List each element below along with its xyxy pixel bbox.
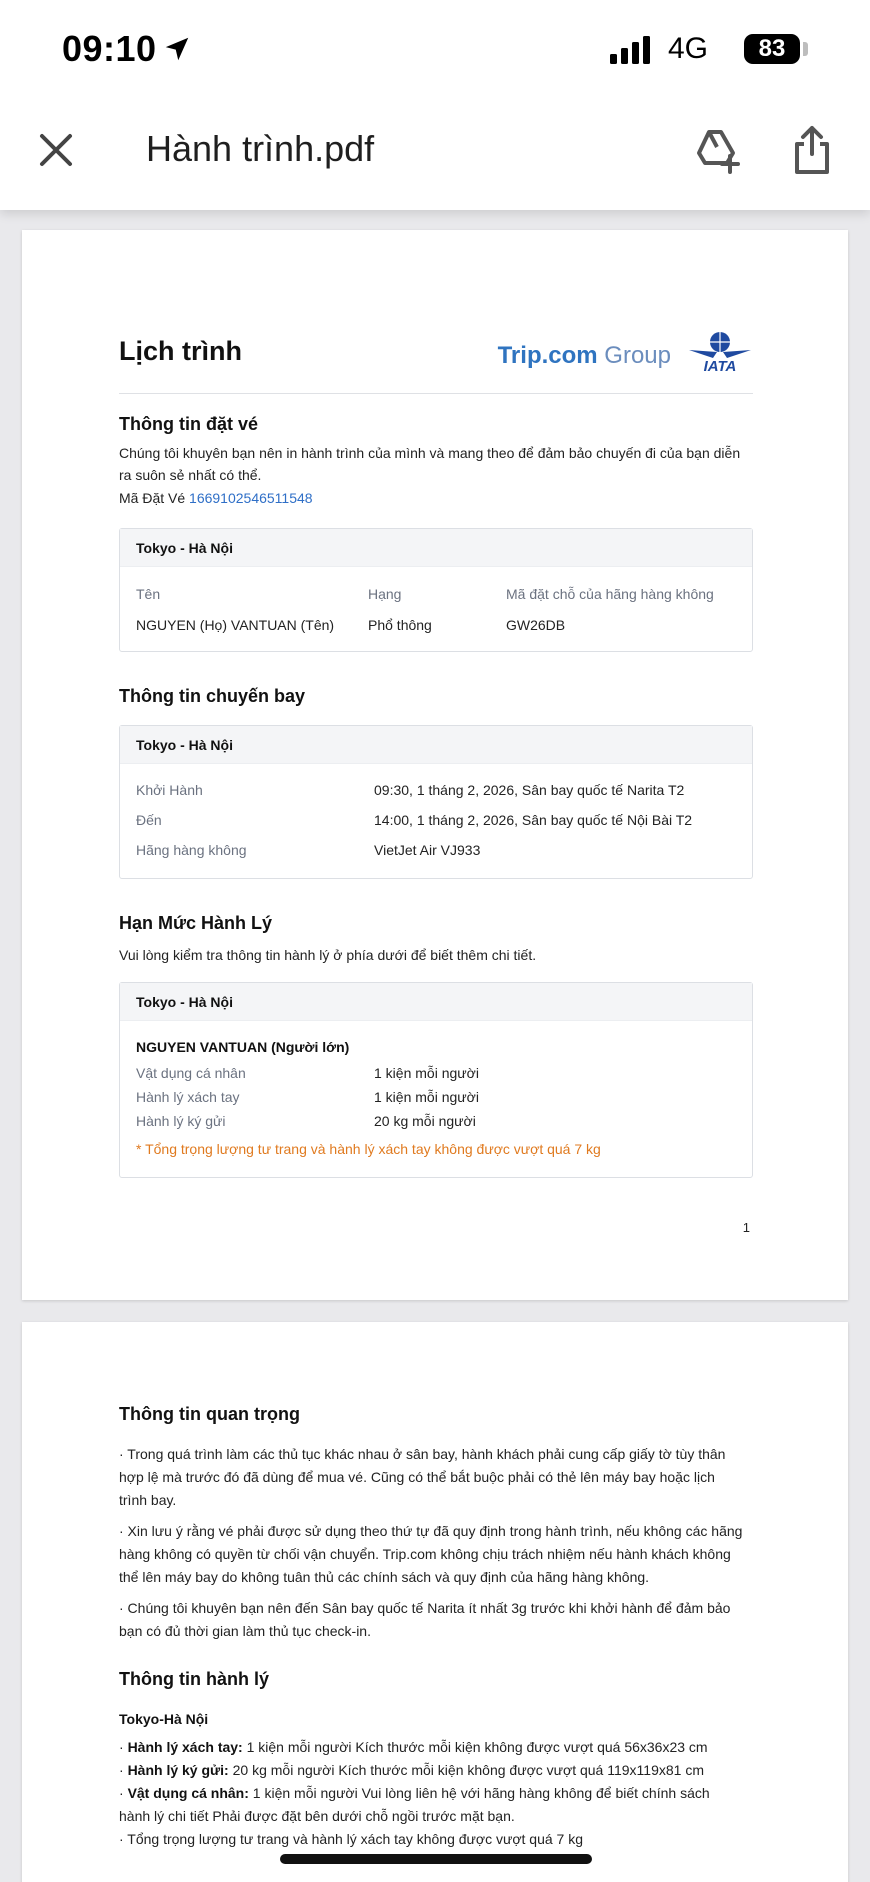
baggage-allowance-subtitle: Vui lòng kiểm tra thông tin hành lý ở phía dưới để biết thêm chi tiết. xyxy=(119,947,537,963)
name-value: NGUYEN (Họ) VANTUAN (Tên) xyxy=(136,617,335,633)
add-to-drive-icon[interactable] xyxy=(692,126,740,174)
booking-card xyxy=(119,528,753,652)
baggage-card-route: Tokyo - Hà Nội xyxy=(120,983,752,1021)
name-label: Tên xyxy=(136,586,161,602)
home-indicator[interactable] xyxy=(280,1854,592,1864)
pdf-page-2 xyxy=(22,1322,848,1882)
pnr-label: Mã đặt chỗ của hãng hàng không xyxy=(506,586,714,602)
document-title: Hành trình.pdf xyxy=(146,128,375,169)
pnr-value: GW26DB xyxy=(506,617,566,633)
personal-item-value: 1 kiện mỗi người xyxy=(374,1065,479,1081)
booking-info-text-2: ra suôn sẻ nhất có thể. xyxy=(119,467,262,483)
top-bar xyxy=(0,0,870,210)
important-item-2: · Xin lưu ý rằng vé phải được sử dụng theo thứ tự đã quy định trong hành trình, nếu không các hãng hàng không có quyền từ chối vận chuyển. Trip.com không chịu trách nhiệm nếu hành khách không thể lên máy bay do không tuân thủ các chính sách và quy định của hãng hàng không. xyxy=(119,1523,743,1585)
checked-baggage-rule: · Hành lý ký gửi: 20 kg mỗi người Kích thước mỗi kiện không được vượt quá 119x119x81 cm xyxy=(119,1762,704,1778)
arrival-label: Đến xyxy=(136,812,162,828)
departure-label: Khởi Hành xyxy=(136,782,203,798)
share-icon[interactable] xyxy=(792,124,832,176)
location-arrow-icon xyxy=(162,34,192,64)
network-type: 4G xyxy=(667,32,708,65)
status-time: 09:10 xyxy=(62,28,157,69)
booking-info-title: Thông tin đặt vé xyxy=(119,414,258,434)
checked-baggage-label: Hành lý ký gửi xyxy=(136,1113,226,1129)
carry-on-label: Hành lý xách tay xyxy=(136,1089,240,1105)
signal-icon xyxy=(610,36,652,64)
baggage-route: Tokyo-Hà Nội xyxy=(119,1711,209,1727)
class-value: Phổ thông xyxy=(368,617,432,633)
flight-card xyxy=(119,725,753,879)
close-icon[interactable] xyxy=(36,130,76,170)
header-divider xyxy=(119,393,753,394)
baggage-info-title: Thông tin hành lý xyxy=(119,1669,269,1689)
booking-info-text-1: Chúng tôi khuyên bạn nên in hành trình của mình và mang theo để đảm bảo chuyến đi của bạn diễn xyxy=(119,445,741,461)
iata-logo xyxy=(687,330,753,374)
battery-icon: 83 xyxy=(744,34,800,64)
departure-value: 09:30, 1 tháng 2, 2026, Sân bay quốc tế Narita T2 xyxy=(374,782,685,798)
carry-on-rule: · Hành lý xách tay: 1 kiện mỗi người Kích thước mỗi kiện không được vượt quá 56x36x23 cm xyxy=(119,1739,708,1755)
personal-item-rule: · Vật dụng cá nhân: 1 kiện mỗi người Vui lòng liên hệ với hãng hàng không để biết chính sách xyxy=(119,1785,710,1801)
battery-tip xyxy=(803,42,808,56)
arrival-value: 14:00, 1 tháng 2, 2026, Sân bay quốc tế Nội Bài T2 xyxy=(374,812,693,828)
personal-item-label: Vật dụng cá nhân xyxy=(136,1065,246,1081)
baggage-card xyxy=(119,982,753,1178)
airline-label: Hãng hàng không xyxy=(136,842,247,858)
important-item-3: · Chúng tôi khuyên bạn nên đến Sân bay quốc tế Narita ít nhất 3g trước khi khởi hành để đảm bảo bạn có đủ thời gian làm thủ tục check-in. xyxy=(119,1600,731,1639)
class-label: Hạng xyxy=(368,586,402,602)
itinerary-header xyxy=(119,330,753,374)
page-title: Lịch trình xyxy=(119,336,242,366)
app-bar xyxy=(0,120,870,184)
status-bar xyxy=(62,28,830,72)
booking-code-link[interactable]: 1669102546511548 xyxy=(189,490,313,506)
trip-com-group-logo: Trip.com Group xyxy=(497,342,671,369)
important-info-title: Thông tin quan trọng xyxy=(119,1404,300,1424)
flight-info-title: Thông tin chuyến bay xyxy=(119,686,306,706)
booking-code: Mã Đặt Vé 1669102546511548 xyxy=(119,490,313,506)
baggage-allowance-title: Hạn Mức Hành Lý xyxy=(119,913,273,933)
svg-text:IATA: IATA xyxy=(703,358,737,374)
page-number: 1 xyxy=(742,1220,750,1235)
flight-card-route: Tokyo - Hà Nội xyxy=(120,726,752,764)
carry-on-value: 1 kiện mỗi người xyxy=(374,1089,479,1105)
passenger-name: NGUYEN VANTUAN (Người lớn) xyxy=(136,1039,350,1055)
pdf-page-1 xyxy=(22,230,848,1300)
booking-card-route: Tokyo - Hà Nội xyxy=(120,529,752,567)
airline-value: VietJet Air VJ933 xyxy=(374,842,481,858)
personal-item-rule-cont: hành lý chi tiết Phải được đặt bên dưới chỗ ngồi trước mặt bạn. xyxy=(119,1808,515,1824)
total-weight-rule: · Tổng trọng lượng tư trang và hành lý xách tay không được vượt quá 7 kg xyxy=(119,1831,584,1847)
important-item-1: · Trong quá trình làm các thủ tục khác nhau ở sân bay, hành khách phải cung cấp giấy tờ tùy thân hợp lệ mà trước đó đã dùng để mua vé. Cũng có thể bắt buộc phải có thẻ lên máy bay hoặc lịch trình bay. xyxy=(119,1446,726,1508)
weight-limit-note: * Tổng trọng lượng tư trang và hành lý xách tay không được vượt quá 7 kg xyxy=(136,1141,601,1157)
checked-baggage-value: 20 kg mỗi người xyxy=(374,1113,476,1129)
